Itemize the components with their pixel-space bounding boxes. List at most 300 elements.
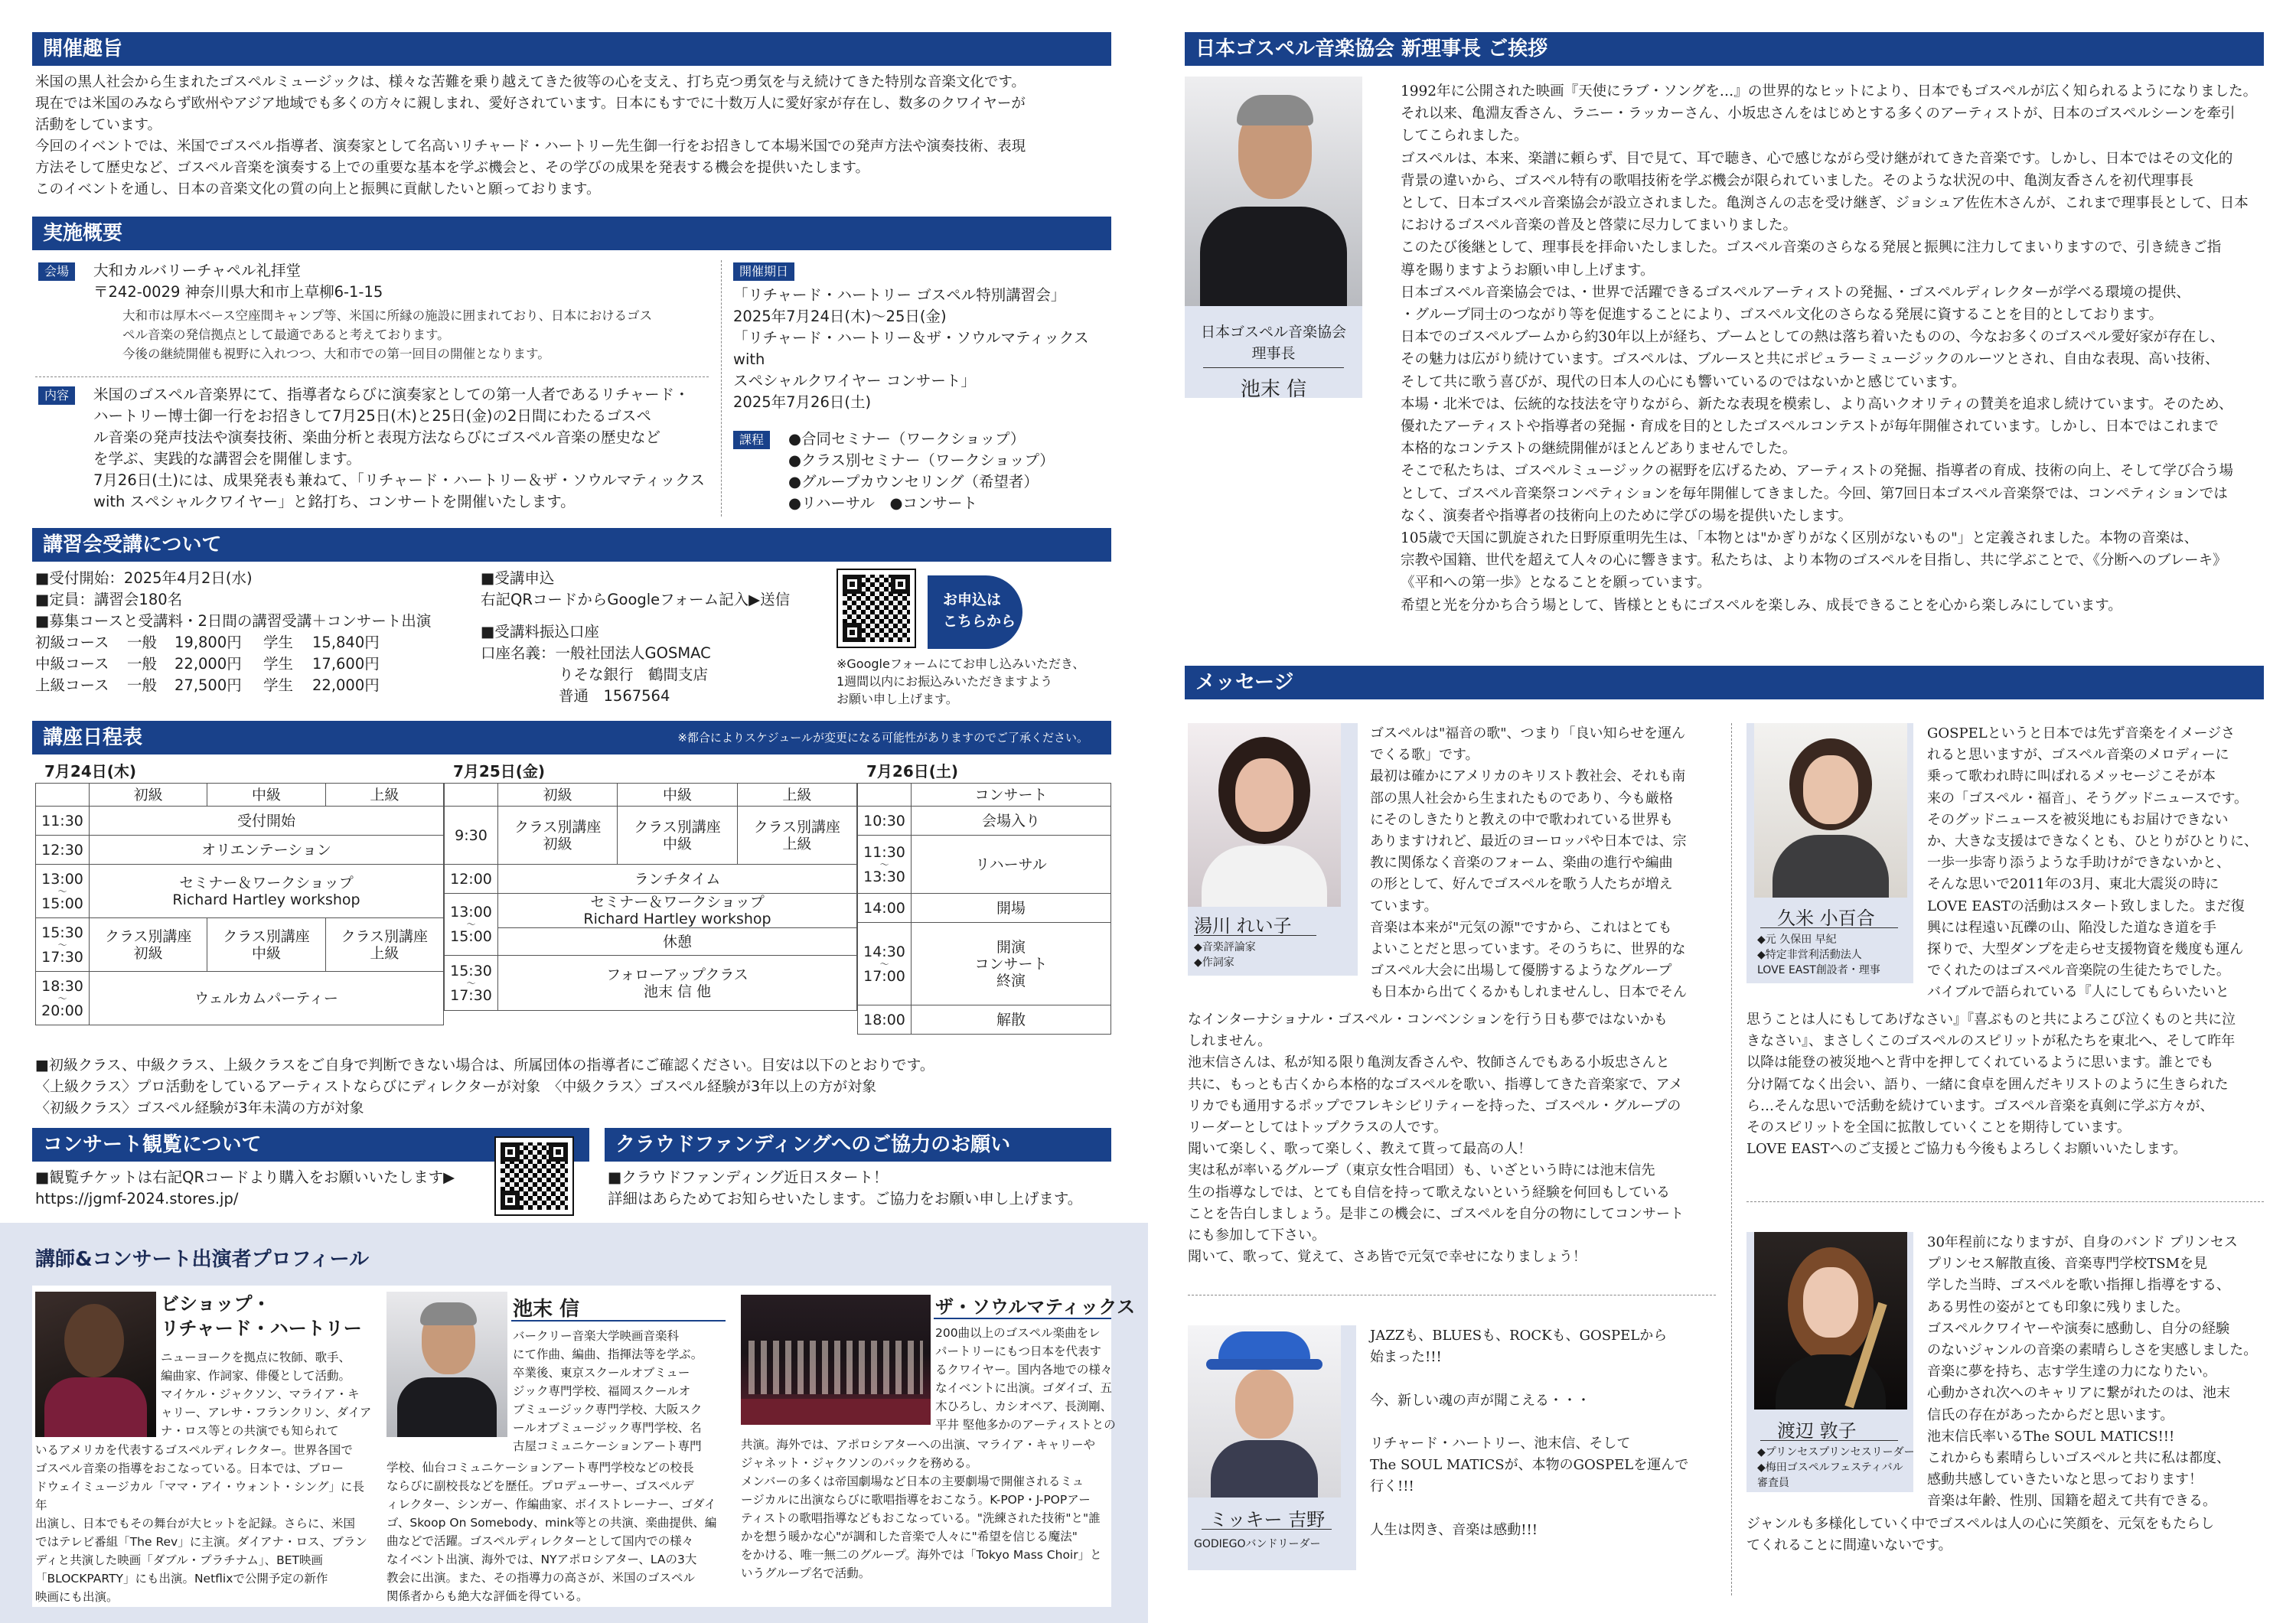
message-role-line: GODIEGOバンドリーダー	[1194, 1538, 1321, 1550]
ikezue-body	[386, 1458, 731, 1605]
profile-line: ィレクター、シンガー、作編曲家、ボイストレーナー、ゴダイ	[386, 1498, 716, 1511]
message-line: そんな思いで2011年の3月、東北大震災の時に	[1927, 876, 2219, 893]
apply-badge-line: こちらから	[943, 613, 1016, 630]
fee-table	[35, 632, 396, 696]
schedule-row	[445, 894, 857, 928]
greeting-line: 本格的なコンテストの継続開催がほとんどありませんでした。	[1401, 441, 1797, 458]
greeting-line: 本場・北米では、伝統的な技法を守りながら、新たな表現を模索し、より高いクオリティの賛美を追求し続けています。そのため、	[1401, 396, 2233, 412]
schedule-cell	[737, 784, 856, 807]
message-line: The SOUL MATICSが、本物のGOSPELを運んで	[1370, 1457, 1689, 1474]
schedule-row	[858, 923, 1111, 1005]
venue-tag: 会場	[38, 262, 75, 281]
profile-line: 古屋コミュニケーションアート専門	[513, 1439, 702, 1453]
message-line: なインターナショナル・ゴスペル・コンベンションを行う日も夢ではないかも	[1188, 1012, 1668, 1028]
schedule-cell-text: 初級	[133, 944, 163, 962]
overview-header: 実施概要	[32, 217, 1111, 250]
schedule-cell	[498, 807, 618, 865]
message-line: ことを告白しましょう。是非この機会に、ゴスペルを自分の物にしてコンサート	[1188, 1205, 1684, 1222]
greeting-line: そこで私たちは、ゴスペルミュージックの裾野を広げるため、アーティストの発掘、指導者の育成、技術の向上、そして学び合う場	[1401, 463, 2233, 480]
greeting-line: ゴスペルは、本来、楽譜に頼らず、目で見て、耳で聴き、心で感じながら受け継がれてきた音楽です。しかし、日本ではその文化的	[1401, 150, 2233, 167]
profile-line: ゴスペル音楽の指導をおこなっている。日本では、ブロー	[35, 1462, 344, 1475]
concert-line: ■観覧チケットは右記QRコードより購入をお願いいたします▶	[35, 1168, 455, 1186]
greeting-name: 池末 信	[1240, 378, 1307, 401]
message-role-line: ◆音楽評論家	[1194, 941, 1256, 953]
dates-line: 「リチャード・ハートリー＆ザ・ソウルマティックス with	[733, 329, 1089, 368]
profile-header: 講師&コンサート出演者プロフィール	[35, 1248, 370, 1271]
schedule-cell	[618, 807, 737, 865]
schedule-cell-text: 上級	[370, 786, 400, 803]
profile-line: なイベントに出演。ゴダイゴ、五	[935, 1381, 1112, 1395]
schedule-cell-text: 終演	[996, 972, 1026, 989]
greeting-line: におけるゴスペル音楽の普及と啓蒙に尽力してまいりました。	[1401, 217, 1798, 234]
schedule-cell-text: コンサート	[974, 786, 1048, 803]
schedule-row	[445, 807, 857, 865]
message-line: LOVE EASTへのご支援とご協力も今後もよろしくお願いいたします。	[1746, 1141, 2187, 1158]
dates-line: 「リチャード・ハートリー ゴスペル特別講習会」	[733, 286, 1066, 304]
schedule-note: ※都合によりスケジュールが変更になる可能性がありますのでご了承ください。	[677, 731, 1088, 745]
profile-line: 卒業後、東京スクールオブミュー	[513, 1366, 690, 1380]
message-line: 興には程遠い瓦礫の山、陥没した道なき道を手	[1927, 919, 2216, 936]
greeting-caption-rule	[1203, 367, 1344, 368]
kume-name: 久米 小百合	[1777, 908, 1875, 929]
kume-text	[1927, 723, 2264, 1004]
content-line: ハートリー博士御一行をお招きして7月25日(木)と25日(金)の2日間にわたるゴスペ	[93, 407, 651, 425]
fee-cell: 22,000円	[312, 676, 380, 694]
message-line: ゴスペルは"福音の歌"、つまり「良い知らせを運ん	[1370, 725, 1686, 741]
message-line: 教に関係なく音楽のフォーム、楽曲の進行や編曲	[1370, 855, 1673, 872]
schedule-cell-text: 受付開始	[236, 812, 295, 829]
dates-line: 2025年7月26日(土)	[733, 393, 872, 411]
day3-label: 7月26日(土)	[866, 762, 959, 781]
schedule-cell	[325, 784, 443, 807]
schedule-row	[36, 784, 444, 807]
schedule-cell-text: 中級	[662, 835, 692, 852]
schedule-cell-text: 会場入り	[981, 812, 1040, 829]
message-line: 人生は閃き、音楽は感動!!!	[1370, 1521, 1538, 1538]
schedule-row	[858, 894, 1111, 923]
schedule-day3	[857, 760, 1111, 1035]
bank-line: ■受講料振込口座	[481, 623, 599, 640]
yukawa-roles	[1194, 940, 1256, 970]
venue-note-line: 今後の継続開催も視野に入れつつ、大和市での第一回目の開催となります。	[122, 347, 550, 361]
schedule-row	[858, 807, 1111, 836]
venue-text	[93, 260, 721, 303]
schedule-cell-text: 上級	[782, 786, 812, 803]
schedule-cell	[445, 807, 498, 865]
schedule-cell-text: 12:30	[41, 841, 83, 859]
message-line: 音楽は本来が"元気の源"ですから、これはとても	[1370, 919, 1672, 936]
message-line: 音楽は年齢、性別、国籍を超えて共有できる。	[1927, 1493, 2216, 1510]
message-line: きなさい』、まさしくこのゴスペルのスピリットが私たちを東北へ、そして昨年	[1746, 1033, 2236, 1050]
mickey-photo	[1188, 1325, 1341, 1498]
greeting-line: なく、演奏者や指導者の技術向上のために学びの場を提供いたします。	[1401, 507, 1853, 524]
concert-header: コンサート観覧について	[32, 1128, 589, 1162]
apply-note-line: お願い申し上げます。	[837, 692, 958, 706]
schedule-cell-text: 池末 信 他	[643, 983, 712, 1000]
greeting-line: その魅力は広がり続けています。ゴスペルは、ブルースと共にポピュラーミュージックのルーツとされ、自由な表現、高い技術、	[1401, 351, 2219, 368]
fee-cell: 上級コース	[35, 676, 109, 694]
message-line: ジャンルも多様化していく中でゴスペルは人の心に笑顔を、元気をもたらし	[1746, 1516, 2215, 1532]
message-line: も日本から出てくるかもしれませんし、日本でそん	[1370, 984, 1687, 1001]
message-line	[1370, 1368, 1714, 1390]
schedule-cell	[36, 784, 90, 807]
schedule-row	[36, 918, 444, 972]
schedule-cell-text: 15:30	[450, 962, 492, 979]
schedule-cell-text: セミナー＆ワークショップ	[590, 894, 765, 911]
message-role-line: LOVE EAST創設者・理事	[1757, 964, 1880, 976]
purpose-line: このイベントを通し、日本の音楽文化の質の向上と振興に貢献したいと願っております。	[35, 181, 601, 197]
schedule-cell-text: Richard Hartley workshop	[583, 911, 771, 927]
greeting-line: 希望と光を分かち合う場として、皆様とともにゴスペルを楽しみ、成長できることを心から楽しみにしています。	[1401, 597, 2122, 614]
profile-line: 共演。海外では、アポロシアターへの出演、マライア・キャリーや	[741, 1438, 1095, 1452]
purpose-line: 今回のイベントでは、米国でゴスペル指導者、演奏家として名高いリチャード・ハートリー先生御一行をお招きして本場米国での発声方法や演奏技術、表現	[35, 139, 1026, 155]
fee-cell: 学生	[263, 634, 294, 651]
watanabe-roles	[1757, 1445, 1915, 1491]
course-line: ●クラス別セミナー（ワークショップ）	[788, 451, 1055, 469]
schedule-cell-text: リハーサル	[975, 855, 1047, 873]
greeting-line: として、ゴスペル音楽祭コンペティションを毎年開催してきました。今回、第7回日本ゴスペル音楽祭では、コンペティションでは	[1401, 485, 2228, 502]
overview-vdivider	[721, 260, 722, 517]
soulmatics-head	[935, 1324, 1116, 1434]
schedule-cell-text: 初級	[543, 835, 572, 852]
purpose-text	[35, 72, 1114, 200]
concert-text	[35, 1167, 502, 1210]
message-line: リカでも通用するポップでフレキシビリティーを持った、ゴスペル・グループの	[1188, 1097, 1681, 1114]
schedule-note-line: 〈初級クラス〉ゴスペル経験が3年未満の方が対象	[35, 1100, 364, 1116]
schedule-cell-text: 休憩	[662, 933, 692, 950]
fee-row	[35, 632, 396, 653]
schedule-row	[36, 972, 444, 1025]
course-line: ●グループカウンセリング（希望者）	[788, 473, 1039, 490]
venue-note	[122, 306, 704, 363]
bank-text	[481, 621, 833, 707]
course-text	[788, 429, 1110, 514]
schedule-cell-text: 〜	[879, 859, 889, 870]
content-line: with スペシャルクワイヤー」と銘打ち、コンサートを開催いたします。	[93, 493, 576, 510]
profile-line: バークリー音楽大学映画音楽科	[513, 1329, 680, 1343]
enroll-line: ■定員：講習会180名	[35, 591, 183, 608]
schedule-cell-text: 解散	[996, 1011, 1026, 1028]
hartley-name-line: リチャード・ハートリー	[161, 1317, 362, 1339]
schedule-cell	[498, 956, 857, 1011]
profile-line: ャリー、アレサ・フランクリン、ダイア	[161, 1406, 372, 1419]
course-line: ●リハーサル ●コンサート	[788, 494, 977, 512]
fee-cell: 一般	[127, 655, 158, 673]
watanabe-text	[1927, 1232, 2264, 1513]
schedule-cell-text: クラス別講座	[223, 927, 310, 945]
schedule-cell-text: 13:00	[450, 904, 492, 921]
overview-divider	[35, 376, 709, 377]
schedule-cell-text: ウェルカムパーティー	[194, 989, 338, 1007]
schedule-day1	[35, 760, 444, 1025]
message-line: でくる歌」です。	[1370, 747, 1479, 764]
message-line: 感動共感していきたいなと思っております！	[1927, 1471, 2203, 1488]
mickey-text	[1370, 1325, 1714, 1541]
profile-line: をかける、唯一無二のグループ。海外では「Tokyo Mass Choir」と	[741, 1548, 1102, 1562]
yukawa-photo	[1188, 723, 1341, 907]
message-line: 一歩一歩寄り添うような手助けができないかと、	[1927, 855, 2230, 872]
schedule-row	[445, 784, 857, 807]
profile-line: パートリーにもつ日本を代表す	[935, 1344, 1102, 1358]
schedule-cell	[325, 918, 443, 972]
profile-line: いるアメリカを代表するゴスペルディレクター。世界各国で	[35, 1443, 353, 1457]
message-hdivider-2	[1746, 1201, 2264, 1202]
profile-line: 出演し、日本でもその舞台が大ヒットを記録。さらに、米国	[35, 1517, 356, 1530]
message-vdivider	[1731, 723, 1732, 1595]
schedule-cell-text: 中級	[251, 786, 281, 803]
schedule-cell-text: 上級	[370, 944, 400, 962]
schedule-cell	[36, 918, 90, 972]
message-line: か、大きな支援はできなくとも、ひとりがひとりに、	[1927, 833, 2258, 850]
soulmatics-name-rule	[934, 1318, 1111, 1319]
message-line: 信氏の存在があったからだと思います。	[1927, 1406, 2174, 1423]
schedule-cell-text: クラス別講座	[514, 818, 602, 836]
message-line: しれません。	[1188, 1033, 1272, 1050]
schedule-cell	[36, 807, 90, 836]
message-role-line: ◆作詞家	[1194, 957, 1234, 969]
crowdfunding-line: ■クラウドファンディング近日スタート！	[608, 1168, 889, 1186]
message-role-line: 審査員	[1757, 1477, 1789, 1489]
apply-badge[interactable]	[928, 575, 1022, 649]
schedule-row	[445, 865, 857, 894]
apply-note	[837, 655, 1127, 708]
purpose-line: 米国の黒人社会から生まれたゴスペルミュージックは、様々な苦難を乗り越えてきた彼等の心を支え、打ち克つ勇気を与え続けてきた特別な音楽文化です。	[35, 74, 1026, 90]
hartley-name-line: ビショップ・	[161, 1292, 271, 1315]
schedule-cell-text: 18:00	[863, 1011, 905, 1028]
apply-text	[481, 568, 833, 611]
greeting-caption-line: 理事長	[1251, 345, 1296, 362]
schedule-cell	[912, 1005, 1111, 1035]
profile-line: 関係者からも絶大な評価を得ている。	[386, 1589, 589, 1603]
message-line: リーダーとしてはトップクラスの人です。	[1188, 1119, 1447, 1136]
greeting-line: として、日本ゴスペル音楽協会が設立されました。亀渕さんの志を受け継ぎ、ジョシュア佐佐木さんが、これまで理事長として、日本	[1401, 195, 2249, 212]
profile-line: ゴ、Skoop On Somebody、mink等との共演、楽曲提供、編	[386, 1516, 717, 1530]
schedule-cell	[912, 836, 1111, 894]
schedule-cell	[36, 865, 90, 918]
message-line: でくれたのはゴスペル音楽院の生徒たちでした。	[1927, 963, 2230, 979]
schedule-cell-text: 11:30	[863, 843, 905, 861]
greeting-line: 宗教や国籍、世代を超えて人々の心に響きます。私たちは、より本物のゴスペルを目指し、共に学ぶことで、《分断へのブレーキ》	[1401, 552, 2227, 569]
schedule-row	[445, 928, 857, 956]
schedule-cell-text: 開演	[996, 938, 1026, 956]
schedule-row	[36, 807, 444, 836]
profile-line: 曲などで活躍。ゴスペルディレクターとして国内での様々	[386, 1534, 694, 1548]
message-line: 生の指導なしでは、とても自信を持って歌えないという経験を何回もしている	[1188, 1184, 1670, 1201]
schedule-notes	[35, 1054, 1114, 1119]
crowdfunding-header: クラウドファンディングへのご協力のお願い	[605, 1128, 1111, 1162]
greeting-line: そして共に歌う喜びが、現代の日本人の心にも響いているのではないかと感じています。	[1401, 373, 1966, 390]
schedule-cell-text: クラス別講座	[104, 927, 192, 945]
greeting-caption-line: 日本ゴスペル音楽協会	[1200, 324, 1346, 341]
content-text	[93, 384, 721, 513]
schedule-cell	[858, 807, 912, 836]
schedule-row	[858, 836, 1111, 894]
message-line: ある男性の姿がとても印象に残りました。	[1927, 1299, 2189, 1315]
message-line: 最初は確かにアメリカのキリスト教社会、それも南	[1370, 768, 1686, 785]
message-line: 始まった!!!	[1370, 1349, 1442, 1366]
message-line: 以降は能登の被災地へと背中を押してくれているように思います。誰とでも	[1746, 1054, 2214, 1071]
schedule-header: 講座日程表 ※都合によりスケジュールが変更になる可能性がありますのでご了承ください。	[32, 721, 1111, 754]
message-line: そのスピリットを全国に拡散していくことを期待しています。	[1746, 1119, 2131, 1136]
bank-line: りそな銀行 鶴間支店	[559, 666, 709, 683]
ikezue-photo	[386, 1292, 507, 1437]
fee-row	[35, 675, 396, 696]
schedule-cell-text: 11:30	[41, 812, 83, 829]
message-line	[1370, 1498, 1714, 1520]
greeting-line: 背景の違いから、ゴスペル特有の歌唱技術を学ぶ機会が限られていました。そのような状況の中、亀渕友香さんを初代理事長	[1401, 172, 2194, 189]
ikezue-head	[513, 1327, 732, 1455]
schedule-row	[36, 865, 444, 918]
course-line: ●合同セミナー（ワークショップ）	[788, 430, 1026, 448]
message-line: 聞いて、歌って、覚えて、さあ皆で元気で幸せになりましょう！	[1188, 1249, 1587, 1266]
schedule-cell-text: 14:00	[863, 899, 905, 917]
message-line: のないジャンルの音楽の素晴らしさを実感しました。	[1927, 1342, 2258, 1359]
apply-line: ■受講申込	[481, 569, 555, 587]
message-line: 分け隔てなく出会い、語り、一緒に食卓を囲んだキリストのように生きられた	[1746, 1076, 2229, 1093]
dates-line: 2025年7月24日(木)〜25日(金)	[733, 308, 947, 325]
venue-line: 大和カルバリーチャペル礼拝堂	[93, 262, 302, 279]
schedule-cell	[858, 784, 912, 807]
schedule-cell	[498, 894, 857, 928]
venue-line: 〒242-0029 神奈川県大和市上草柳6-1-15	[93, 283, 383, 301]
ikezue-name-rule	[511, 1320, 726, 1322]
purpose-line: 活動をしています。	[35, 117, 162, 133]
kume-rule	[1760, 927, 1898, 928]
schedule-cell-text: コンサート	[974, 955, 1048, 973]
fee-cell: 19,800円	[174, 634, 242, 651]
watanabe-name: 渡辺 敦子	[1777, 1420, 1857, 1442]
message-line: ています。	[1370, 898, 1438, 914]
greeting-line: してこられました。	[1401, 128, 1528, 145]
hartley-head	[161, 1348, 375, 1440]
message-line: LOVE EASTの活動はスタート致しました。まだ復	[1927, 898, 2245, 914]
greeting-line: それ以来、亀淵友香さん、ラニー・ラッカーさん、小坂忠さんをはじめとする多くのアーティストが、日本のゴスペルシーンを牽引	[1401, 106, 2236, 122]
schedule-cell	[90, 807, 444, 836]
apply-note-line: ※Googleフォームにてお申し込みいただき、	[837, 657, 1085, 671]
profile-line: ジャネット・ジャクソンのバックを務める。	[741, 1456, 978, 1470]
greeting-line: 105歳で天国に凱旋された日野原重明先生は、「本物とは"かぎりがなく区別がないもの"」と定義されました。本物の音楽は、	[1401, 530, 2199, 547]
schedule-note-line: 〈上級クラス〉プロ活動をしているアーティストならびにディレクターが対象 〈中級クラス〉ゴスペル経験が3年以上の方が対象	[35, 1078, 877, 1095]
profile-line: ブミュージック専門学校、大阪スク	[513, 1403, 703, 1416]
profile-line: ジック専門学校、福岡スクールオ	[513, 1384, 691, 1398]
message-role-line: ◆特定非営利活動法人	[1757, 949, 1862, 961]
greeting-line: 優れたアーティストや指導者の発掘・育成を目的としたゴスペルコンテストが毎年開催されています。しかし、日本ではこれまで	[1401, 419, 2219, 435]
schedule-cell-text: 13:00	[41, 870, 83, 888]
message-line: 思うことは人にもしてあげなさい』『喜ぶものと共によろこび泣くものと共に泣	[1746, 1012, 2236, 1028]
kume-photo	[1754, 723, 1907, 898]
schedule-cell-text: 17:30	[41, 948, 83, 966]
fee-row	[35, 653, 396, 675]
enroll-header: 講習会受講について	[32, 528, 1111, 562]
schedule-cell	[445, 956, 498, 1011]
yukawa-text	[1370, 723, 1714, 1004]
profile-line: にて作曲、編曲、指揮法等を学ぶ。	[513, 1348, 703, 1361]
schedule-cell	[858, 1005, 912, 1035]
message-line: よいことだと思っています。そのうちに、世界的な	[1370, 941, 1686, 958]
schedule-cell	[498, 784, 618, 807]
concert-qr-code[interactable]	[496, 1138, 572, 1214]
mickey-name: ミッキー 吉野	[1209, 1509, 1326, 1530]
schedule-cell	[36, 972, 90, 1025]
schedule-cell	[858, 923, 912, 1005]
schedule-cell-text: 上級	[782, 835, 812, 852]
schedule-cell	[912, 784, 1111, 807]
apply-qr-code[interactable]	[838, 570, 915, 647]
profile-line: 200曲以上のゴスペル楽曲をレ	[935, 1326, 1101, 1340]
profile-line: 教会に出演。また、その指導力の高さが、米国のゴスペル	[386, 1571, 696, 1585]
profile-line: ディと共演した映画「ダブル・プラチナム」、BET映画	[35, 1553, 324, 1567]
dates-line: スペシャルクワイヤー コンサート」	[733, 372, 976, 389]
profile-line: かを想う暖かな心"が調和した音楽で人々に"希望を信じる魔法"	[741, 1530, 1078, 1543]
message-line: プリンセス解散直後、音楽専門学校TSMを見	[1927, 1256, 2208, 1273]
schedule-cell	[445, 784, 498, 807]
message-line: 来の「ゴスペル・福音」、そうグッドニュースです。	[1927, 790, 2249, 807]
soulmatics-body	[741, 1436, 1116, 1582]
content-line: 米国のゴスペル音楽界にて、指導者ならびに演奏家としての第一人者であるリチャード・	[93, 386, 690, 403]
yukawa-name: 湯川 れい子	[1194, 915, 1292, 937]
enroll-text	[35, 568, 494, 632]
schedule-cell-text: セミナー＆ワークショップ	[179, 874, 354, 891]
ikezue-greeting-photo	[1185, 77, 1362, 306]
schedule-cell	[912, 894, 1111, 923]
message-header: メッセージ	[1185, 666, 2264, 699]
greeting-line: 《平和への第一歩》となることを願っています。	[1401, 575, 1711, 592]
schedule-note-line: ■初級クラス、中級クラス、上級クラスをご自身で判断できない場合は、所属団体の指導者にご確認ください。目安は以下のとおりです。	[35, 1057, 934, 1074]
schedule-cell	[445, 865, 498, 894]
concert-line: https://jgmf-2024.stores.jp/	[35, 1190, 239, 1207]
enroll-line: ■募集コースと受講料・2日間の講習受講＋コンサート出演	[35, 612, 432, 630]
schedule-cell-text: 13:30	[863, 868, 905, 885]
greeting-line: 導を賜りますようお願い申し上げます。	[1401, 262, 1655, 279]
profile-line: 学校、仙台コミュニケーションアート専門学校などの校長	[386, 1461, 694, 1475]
schedule-cell-text: フォローアップクラス	[606, 966, 748, 983]
message-line: 30年程前になりますが、自身のバンド プリンセス	[1927, 1234, 2238, 1250]
schedule-cell-text: 18:30	[41, 977, 83, 995]
schedule-cell-text: 開場	[996, 899, 1026, 917]
schedule-cell-text: 〜	[466, 977, 476, 989]
message-role-line: ◆梅田ゴスペルフェスティバル	[1757, 1462, 1903, 1474]
message-line: 共に、もっとも古くから本格的なゴスペルを歌い、指導してきた音楽家で、アメ	[1188, 1076, 1683, 1093]
schedule-cell	[207, 918, 325, 972]
schedule-cell	[36, 836, 90, 865]
schedule-cell	[90, 918, 207, 972]
message-line: ゴスペル大会に出場して優勝するようなグループ	[1370, 963, 1672, 979]
schedule-cell	[912, 807, 1111, 836]
purpose-line: 方法そして歴史など、ゴスペル音楽を演奏する上での重要な基本を学ぶ機会と、その学びの成果を発表する機会を提供いたします。	[35, 160, 870, 176]
profile-line: マイケル・ジャクソン、マライア・キ	[161, 1387, 360, 1401]
message-line: 今、新しい魂の声が聞こえる・・・	[1370, 1392, 1590, 1409]
schedule-cell	[498, 865, 857, 894]
profile-line: ドウェイミュージカル「ママ・アイ・ウォント・シング」に長年	[35, 1480, 365, 1512]
message-line: 実は私が率いるグループ（東京女性合唱団）も、いざという時には池末信先	[1188, 1162, 1655, 1179]
greeting-text	[1401, 80, 2265, 617]
message-line: ら…そんな思いで活動を続けています。ゴスペル音楽を真剣に学ぶ方々が、	[1746, 1097, 2214, 1114]
message-line: 行く!!!	[1370, 1478, 1414, 1495]
profile-line: ティストの歌唱指導などもおこなっている。"洗練された技術"と"誰	[741, 1511, 1101, 1525]
fee-cell: 17,600円	[312, 655, 380, 673]
fee-cell: 初級コース	[35, 634, 109, 651]
schedule-cell	[90, 784, 207, 807]
content-line: 7月26日(土)には、成果発表も兼ねて、「リチャード・ハートリー＆ザ・ソウルマティックス	[93, 471, 705, 489]
profile-line: ージカルに出演ならびに歌唱指導をおこなう。K-POP・J-POPアー	[741, 1493, 1091, 1507]
schedule-cell-text: 〜	[57, 939, 67, 950]
schedule-cell-text: 15:00	[41, 895, 83, 912]
schedule-cell-text: 中級	[662, 786, 692, 803]
message-line: 部の黒人社会から生まれたものであり、今も厳格	[1370, 790, 1673, 807]
enroll-line: ■受付開始：2025年4月2日(水)	[35, 569, 253, 587]
profile-line: メンバーの多くは帝国劇場など日本の主要劇場で開催されるミュ	[741, 1475, 1084, 1488]
kume-text-wide	[1746, 1009, 2267, 1160]
